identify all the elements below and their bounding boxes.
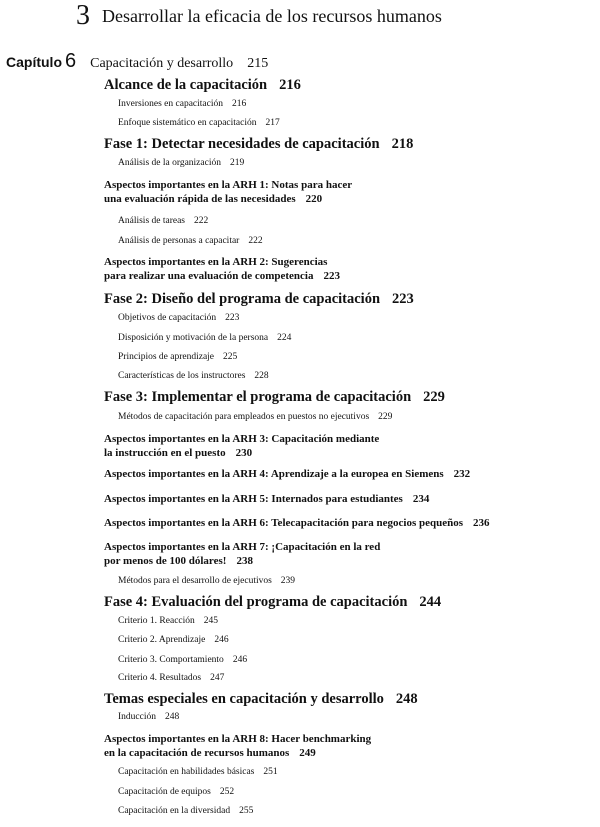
toc-page-number: 246 [232, 655, 248, 665]
toc-entry-text: Aspectos importantes en la ARH 6: Telecapacitación para negocios pequeños [104, 517, 464, 529]
toc-page-number: 219 [229, 158, 245, 168]
toc-entry-text: Criterio 4. Resultados [118, 673, 202, 683]
toc-subsection [118, 333, 291, 343]
toc-boxed-feature [104, 540, 380, 568]
chapter-title: Capacitación y desarrollo [90, 56, 234, 71]
toc-subsection [118, 118, 280, 128]
toc-page-number: 246 [214, 635, 229, 645]
toc-subsection [118, 712, 179, 722]
toc-entry-text: Métodos de capacitación para empleados en puestos no ejecutivos [118, 412, 370, 422]
toc-section [104, 77, 301, 94]
toc-entry-text: Disposición y motivación de la persona [118, 333, 269, 343]
toc-entry-text: Principios de aprendizaje [118, 352, 215, 362]
toc-page-number: 224 [277, 333, 292, 343]
toc-page-number: 220 [305, 193, 323, 205]
chapter-page: 215 [247, 56, 269, 71]
toc-entry-text: Alcance de la capacitación [104, 77, 268, 93]
toc-page-number: 255 [239, 806, 254, 816]
toc-entry-text-line1: Aspectos importantes en la ARH 3: Capacitación mediante [104, 433, 380, 445]
toc-page-number: 248 [165, 712, 180, 722]
toc-page-number: 234 [412, 493, 430, 505]
toc-page-number: 222 [248, 236, 263, 246]
toc-page-number: 218 [391, 136, 414, 152]
toc-entry-text: Enfoque sistemático en capacitación [118, 118, 257, 128]
toc-entry-text: Capacitación en habilidades básicas [118, 767, 255, 777]
toc-subsection [118, 616, 218, 626]
part-title: Desarrollar la eficacia de los recursos humanos [102, 5, 442, 26]
part-number: 3 [76, 0, 90, 31]
toc-page-number: 217 [265, 118, 280, 128]
toc-page-number: 230 [235, 447, 253, 459]
toc-boxed-feature [104, 432, 379, 460]
toc-subsection [118, 313, 239, 323]
toc-entry-text-line1: Aspectos importantes en la ARH 7: ¡Capacitación en la red [104, 541, 381, 553]
toc-entry-text: Análisis de tareas [118, 216, 186, 226]
toc-section [104, 136, 413, 153]
toc-subsection [118, 787, 234, 797]
toc-page-number: 238 [236, 555, 253, 567]
toc-page-number: 223 [323, 270, 340, 282]
toc-entry-text: Análisis de personas a capacitar [118, 236, 240, 246]
toc-page-number: 222 [194, 216, 209, 226]
toc-page-number: 216 [231, 99, 247, 109]
toc-entry-text: en la capacitación de recursos humanos [104, 747, 290, 759]
toc-entry-text: Temas especiales en capacitación y desarrollo [104, 691, 384, 707]
toc-subsection [118, 806, 253, 816]
toc-entry-text: Aspectos importantes en la ARH 4: Aprendizaje a la europea en Siemens [104, 468, 444, 480]
toc-entry-text: Métodos para el desarrollo de ejecutivos [118, 576, 272, 586]
toc-boxed-feature [104, 178, 352, 206]
toc-page-number: 216 [279, 77, 301, 93]
toc-entry-text: la instrucción en el puesto [104, 447, 226, 459]
toc-page-number: 229 [423, 389, 445, 405]
toc-entry-text: Objetivos de capacitación [118, 313, 217, 323]
toc-page-number: 245 [203, 616, 219, 626]
toc-page-number: 251 [263, 767, 278, 777]
toc-entry-text: para realizar una evaluación de competencia [104, 270, 314, 282]
toc-page-number: 223 [225, 313, 240, 323]
toc-page-number: 244 [419, 594, 442, 610]
toc-page-number: 236 [473, 517, 490, 529]
toc-entry-text: Aspectos importantes en la ARH 5: Internados para estudiantes [104, 493, 403, 505]
toc-section [104, 691, 418, 708]
toc-boxed-feature [104, 492, 429, 506]
toc-subsection [118, 655, 247, 665]
toc-subsection [118, 158, 244, 168]
toc-boxed-feature [104, 467, 470, 481]
toc-page-number: 223 [392, 291, 414, 307]
toc-subsection [118, 352, 237, 362]
toc-page-number: 249 [299, 747, 316, 759]
toc-boxed-feature [104, 255, 340, 283]
toc-page-number: 239 [280, 576, 296, 586]
toc-page-number: 248 [395, 691, 418, 707]
toc-entry-text: Fase 1: Detectar necesidades de capacitación [104, 136, 380, 152]
toc-entry-text: Capacitación en la diversidad [118, 806, 231, 816]
toc-page-number: 225 [223, 352, 238, 362]
toc-subsection [118, 576, 295, 586]
toc-section [104, 594, 441, 611]
toc-entry-text: una evaluación rápida de las necesidades [104, 193, 296, 205]
toc-entry-text: Características de los instructores [118, 371, 246, 381]
toc-subsection [118, 99, 246, 109]
toc-entry-text-line1: Aspectos importantes en la ARH 1: Notas para hacer [104, 179, 353, 191]
toc-entry-text: por menos de 100 dólares! [104, 555, 227, 567]
toc-entry-text: Capacitación de equipos [118, 787, 211, 797]
toc-entry-text: Fase 3: Implementar el programa de capacitación [104, 389, 412, 405]
toc-page-number: 247 [210, 673, 225, 683]
toc-entry-text: Criterio 3. Comportamiento [118, 655, 224, 665]
toc-entry-text: Criterio 2. Aprendizaje [118, 635, 206, 645]
toc-page-number: 252 [219, 787, 235, 797]
toc-boxed-feature [104, 516, 490, 530]
toc-section [104, 291, 414, 308]
toc-section [104, 389, 445, 406]
toc-subsection [118, 635, 229, 645]
toc-entry-text: Criterio 1. Reacción [118, 616, 195, 626]
toc-subsection [118, 216, 208, 226]
toc-boxed-feature [104, 732, 371, 760]
toc-entry-text: Fase 2: Diseño del programa de capacitación [104, 291, 381, 307]
toc-entry-text-line1: Aspectos importantes en la ARH 2: Sugerencias [104, 256, 328, 268]
toc-entry-text: Inversiones en capacitación [118, 99, 223, 109]
chapter-number: 6 [65, 50, 77, 72]
toc-entry-text-line1: Aspectos importantes en la ARH 8: Hacer benchmarking [104, 733, 372, 745]
toc-subsection [118, 236, 263, 246]
toc-page-number: 229 [378, 412, 393, 422]
toc-subsection [118, 371, 269, 381]
toc-page-number: 232 [453, 468, 471, 480]
toc-entry-text: Fase 4: Evaluación del programa de capacitación [104, 594, 408, 610]
chapter-label: Capítulo [6, 54, 62, 70]
toc-subsection [118, 673, 224, 683]
toc-entry-text: Inducción [118, 712, 156, 722]
toc-subsection [118, 412, 392, 422]
toc-subsection [118, 767, 278, 777]
toc-entry-text: Análisis de la organización [118, 158, 221, 168]
toc-page-number: 228 [254, 371, 269, 381]
